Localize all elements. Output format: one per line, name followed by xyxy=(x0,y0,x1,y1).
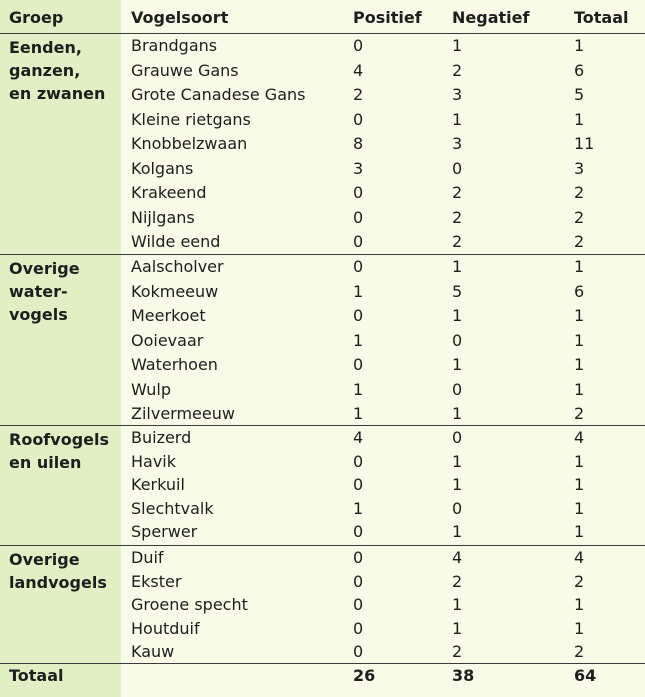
negatief-cell: 2 xyxy=(452,183,463,202)
table-row xyxy=(121,304,645,328)
negatief-cell: 3 xyxy=(452,85,463,104)
totaal-cell: 2 xyxy=(574,404,585,423)
table-row xyxy=(121,280,645,304)
positief-cell: 3 xyxy=(353,158,364,178)
totaal-cell: 2 xyxy=(574,642,585,661)
negatief-cell: 1 xyxy=(452,618,463,638)
totals-negatief: 38 xyxy=(452,666,475,685)
totaal-cell: 5 xyxy=(574,85,585,104)
positief-cell: 0 xyxy=(353,109,364,129)
table-row xyxy=(121,230,645,254)
negatief-cell: 1 xyxy=(452,306,463,325)
header-negatief: Negatief xyxy=(452,8,530,27)
positief-cell: 4 xyxy=(353,428,364,447)
group-name-line: landvogels xyxy=(9,573,107,592)
table-row xyxy=(121,34,645,58)
negatief-cell: 0 xyxy=(452,158,463,178)
table-row xyxy=(121,329,645,353)
species-cell: Grote Canadese Gans xyxy=(131,85,306,104)
group-name-line: Overige xyxy=(9,259,80,278)
group-name-line: Overige xyxy=(9,550,80,569)
totals-totaal: 64 xyxy=(574,666,597,685)
negatief-cell: 1 xyxy=(452,257,463,276)
table-row xyxy=(121,450,645,474)
positief-cell: 1 xyxy=(353,281,364,301)
species-cell: Meerkoet xyxy=(131,306,206,325)
totals-positief: 26 xyxy=(353,666,376,685)
positief-cell: 1 xyxy=(353,404,364,423)
species-cell: Kauw xyxy=(131,642,175,661)
negatief-cell: 3 xyxy=(452,134,463,153)
species-cell: Slechtvalk xyxy=(131,498,214,518)
negatief-cell: 1 xyxy=(452,404,463,423)
negatief-cell: 1 xyxy=(452,36,463,55)
species-cell: Duif xyxy=(131,548,164,567)
table-row xyxy=(121,181,645,205)
totals-label: Totaal xyxy=(9,666,64,685)
totaal-cell: 1 xyxy=(574,498,585,518)
totaal-cell: 1 xyxy=(574,109,585,129)
species-cell: Wilde eend xyxy=(131,232,221,251)
table-row xyxy=(121,157,645,181)
negatief-cell: 2 xyxy=(452,60,463,80)
header-positief: Positief xyxy=(353,8,422,27)
header-totaal: Totaal xyxy=(574,8,629,27)
species-cell: Buizerd xyxy=(131,428,192,447)
negatief-cell: 1 xyxy=(452,109,463,129)
table-row xyxy=(121,520,645,544)
group-name-line: en zwanen xyxy=(9,84,106,103)
positief-cell: 1 xyxy=(353,498,364,518)
totaal-cell: 1 xyxy=(574,595,585,614)
species-cell: Grauwe Gans xyxy=(131,60,239,80)
totaal-cell: 1 xyxy=(574,306,585,325)
table-row xyxy=(121,83,645,107)
header-groep: Groep xyxy=(9,8,64,27)
totaal-cell: 4 xyxy=(574,548,585,567)
negatief-cell: 0 xyxy=(452,428,463,447)
totaal-cell: 2 xyxy=(574,183,585,202)
species-cell: Zilvermeeuw xyxy=(131,404,235,423)
totaal-cell: 1 xyxy=(574,379,585,399)
group-name-line: vogels xyxy=(9,305,68,324)
table-row xyxy=(121,132,645,156)
positief-cell: 0 xyxy=(353,306,364,325)
negatief-cell: 2 xyxy=(452,571,463,591)
table-row xyxy=(121,546,645,570)
positief-cell: 0 xyxy=(353,642,364,661)
positief-cell: 0 xyxy=(353,183,364,202)
negatief-cell: 2 xyxy=(452,232,463,251)
negatief-cell: 4 xyxy=(452,548,463,567)
group-name-line: ganzen, xyxy=(9,61,81,80)
positief-cell: 0 xyxy=(353,232,364,251)
positief-cell: 0 xyxy=(353,36,364,55)
totaal-cell: 1 xyxy=(574,257,585,276)
group-name xyxy=(9,257,119,326)
table-row xyxy=(121,59,645,83)
table-row xyxy=(121,255,645,279)
table-row xyxy=(121,473,645,497)
positief-cell: 0 xyxy=(353,207,364,227)
table-row xyxy=(121,497,645,521)
negatief-cell: 1 xyxy=(452,355,463,374)
species-cell: Kokmeeuw xyxy=(131,281,219,301)
table-row xyxy=(121,402,645,426)
species-cell: Sperwer xyxy=(131,522,198,541)
species-cell: Wulp xyxy=(131,379,171,399)
group-name-line: Roofvogels xyxy=(9,430,109,449)
group-name-line: water- xyxy=(9,282,68,301)
positief-cell: 0 xyxy=(353,475,364,494)
group-divider xyxy=(0,425,645,426)
positief-cell: 1 xyxy=(353,379,364,399)
species-cell: Kolgans xyxy=(131,158,194,178)
negatief-cell: 0 xyxy=(452,379,463,399)
group-name xyxy=(9,548,119,594)
species-cell: Kleine rietgans xyxy=(131,109,251,129)
table-row xyxy=(121,593,645,617)
group-name-line: Eenden, xyxy=(9,38,82,57)
totaal-cell: 11 xyxy=(574,134,595,153)
totaal-cell: 2 xyxy=(574,571,585,591)
totaal-cell: 2 xyxy=(574,207,585,227)
totaal-cell: 4 xyxy=(574,428,585,447)
negatief-cell: 1 xyxy=(452,475,463,494)
positief-cell: 0 xyxy=(353,257,364,276)
positief-cell: 0 xyxy=(353,522,364,541)
table-header xyxy=(0,0,645,33)
totaal-cell: 1 xyxy=(574,330,585,350)
table-row xyxy=(121,617,645,641)
totaal-cell: 3 xyxy=(574,158,585,178)
negatief-cell: 2 xyxy=(452,207,463,227)
positief-cell: 0 xyxy=(353,571,364,591)
species-cell: Havik xyxy=(131,451,177,471)
totaal-cell: 6 xyxy=(574,60,585,80)
group-name xyxy=(9,428,119,474)
negatief-cell: 0 xyxy=(452,498,463,518)
table-row xyxy=(121,206,645,230)
species-cell: Ekster xyxy=(131,571,182,591)
totaal-cell: 1 xyxy=(574,36,585,55)
species-cell: Waterhoen xyxy=(131,355,218,374)
table-row xyxy=(121,426,645,450)
totaal-cell: 1 xyxy=(574,618,585,638)
group-divider xyxy=(0,545,645,546)
group-name xyxy=(9,36,119,105)
species-cell: Brandgans xyxy=(131,36,218,55)
group-name-line: en uilen xyxy=(9,453,82,472)
negatief-cell: 1 xyxy=(452,522,463,541)
totaal-cell: 6 xyxy=(574,281,585,301)
species-cell: Aalscholver xyxy=(131,257,224,276)
table-row xyxy=(121,570,645,594)
totaal-cell: 2 xyxy=(574,232,585,251)
negatief-cell: 0 xyxy=(452,330,463,350)
species-cell: Ooievaar xyxy=(131,330,204,350)
totaal-cell: 1 xyxy=(574,355,585,374)
species-cell: Groene specht xyxy=(131,595,248,614)
species-cell: Knobbelzwaan xyxy=(131,134,248,153)
group-divider xyxy=(0,254,645,255)
positief-cell: 4 xyxy=(353,60,364,80)
positief-cell: 2 xyxy=(353,85,364,104)
species-cell: Krakeend xyxy=(131,183,207,202)
positief-cell: 0 xyxy=(353,595,364,614)
negatief-cell: 5 xyxy=(452,281,463,301)
negatief-cell: 2 xyxy=(452,642,463,661)
totaal-cell: 1 xyxy=(574,475,585,494)
totaal-cell: 1 xyxy=(574,522,585,541)
table-row xyxy=(121,108,645,132)
totaal-cell: 1 xyxy=(574,451,585,471)
positief-cell: 1 xyxy=(353,330,364,350)
table-row xyxy=(121,640,645,664)
species-cell: Kerkuil xyxy=(131,475,185,494)
header-vogelsoort: Vogelsoort xyxy=(131,8,229,27)
table-row xyxy=(121,353,645,377)
positief-cell: 0 xyxy=(353,618,364,638)
totals-divider xyxy=(0,663,645,664)
positief-cell: 0 xyxy=(353,548,364,567)
table-row xyxy=(121,378,645,402)
species-cell: Nijlgans xyxy=(131,207,195,227)
positief-cell: 8 xyxy=(353,134,364,153)
positief-cell: 0 xyxy=(353,451,364,471)
negatief-cell: 1 xyxy=(452,595,463,614)
negatief-cell: 1 xyxy=(452,451,463,471)
positief-cell: 0 xyxy=(353,355,364,374)
species-cell: Houtduif xyxy=(131,618,200,638)
